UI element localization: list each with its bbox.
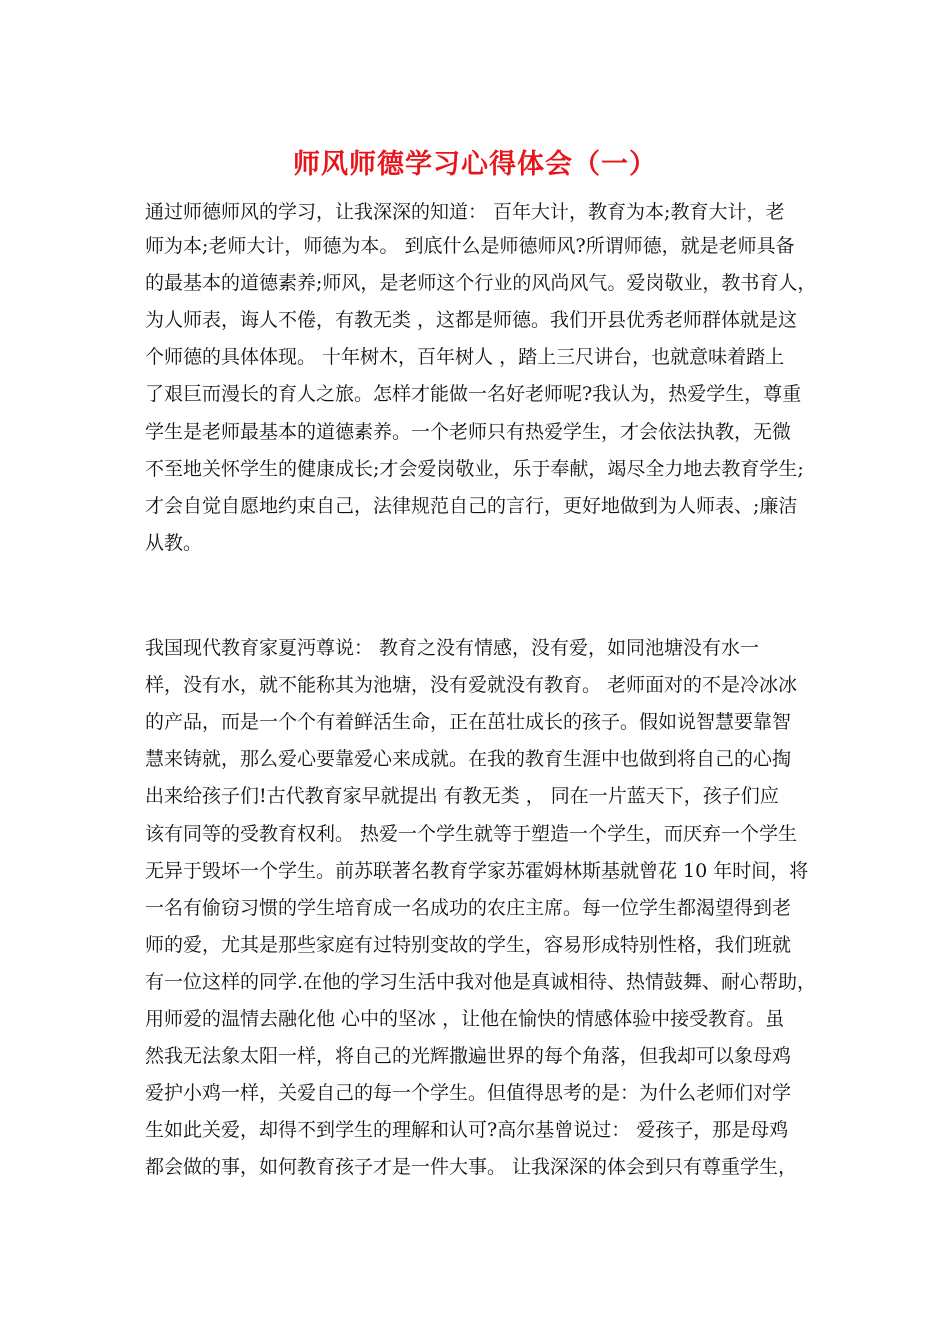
- text-line: 有一位这样的同学.在他的学习生活中我对他是真诚相待、热情鼓舞、耐心帮助，: [145, 971, 817, 993]
- text-line: 一名有偷窃习惯的学生培育成一名成功的农庄主席。每一位学生都渴望得到老: [145, 897, 792, 919]
- text-line: 个师德的具体体现。 十年树木，百年树人 ，踏上三尺讲台，也就意味着踏上: [145, 346, 785, 368]
- text-line: 该有同等的受教育权利。 热爱一个学生就等于塑造一个学生，而厌弃一个学生: [145, 823, 798, 845]
- text-line: 师的爱，尤其是那些家庭有过特别变故的学生，容易形成特别性格，我们班就: [145, 934, 792, 956]
- text-line: 我国现代教育家夏沔尊说： 教育之没有情感，没有爱，如同池塘没有水一: [145, 637, 760, 659]
- text-line: 通过师德师风的学习，让我深深的知道： 百年大计，教育为本;教育大计，老: [145, 201, 785, 223]
- text-line: 样，没有水，就不能称其为池塘，没有爱就没有教育。 老师面对的不是冷冰冰: [145, 674, 798, 696]
- document-title: 师风师德学习心得体会（一）: [293, 149, 657, 180]
- text-line: 都会做的事，如何教育孩子才是一件大事。 让我深深的体会到只有尊重学生，: [145, 1156, 798, 1178]
- text-line: 爱护小鸡一样，关爱自己的每一个学生。但值得思考的是：为什么老师们对学: [145, 1082, 792, 1104]
- text-line: 用师爱的温情去融化他 心中的坚冰 ，让他在愉快的情感体验中接受教育。虽: [145, 1008, 785, 1030]
- text-line: 的产品，而是一个个有着鲜活生命，正在茁壮成长的孩子。假如说智慧要靠智: [145, 711, 792, 733]
- text-line: 的最基本的道德素养;师风，是老师这个行业的风尚风气。爱岗敬业，教书育人，: [145, 272, 817, 294]
- text-line: 为人师表，诲人不倦，有教无类 ，这都是师德。我们开县优秀老师群体就是这: [145, 309, 798, 331]
- text-line: 师为本;老师大计，师德为本。 到底什么是师德师风?所谓师德，就是老师具备: [145, 235, 795, 257]
- text-line: 才会自觉自愿地约束自己，法律规范自己的言行，更好地做到为人师表、;廉洁: [145, 495, 798, 517]
- text-line: 然我无法象太阳一样，将自己的光辉撒遍世界的每个角落，但我却可以象母鸡: [145, 1045, 792, 1067]
- text-line: 学生是老师最基本的道德素养。一个老师只有热爱学生，才会依法执教，无微: [145, 421, 792, 443]
- text-line: 不至地关怀学生的健康成长;才会爱岗敬业，乐于奉献，竭尽全力地去教育学生;: [145, 458, 804, 480]
- text-line: 了艰巨而漫长的育人之旅。怎样才能做一名好老师呢?我认为，热爱学生，尊重: [145, 383, 802, 405]
- text-line: 无异于毁坏一个学生。前苏联著名教育学家苏霍姆林斯基就曾花 10 年时间，将: [145, 860, 809, 882]
- text-line: 从教。: [145, 532, 203, 554]
- text-line: 慧来铸就，那么爱心要靠爱心来成就。在我的教育生涯中也做到将自己的心掏: [145, 748, 792, 770]
- text-line: 出来给孩子们!古代教育家早就提出 有教无类 ， 同在一片蓝天下，孩子们应: [145, 785, 779, 807]
- text-line: 生如此关爱，却得不到学生的理解和认可?高尔基曾说过： 爱孩子，那是母鸡: [145, 1119, 789, 1141]
